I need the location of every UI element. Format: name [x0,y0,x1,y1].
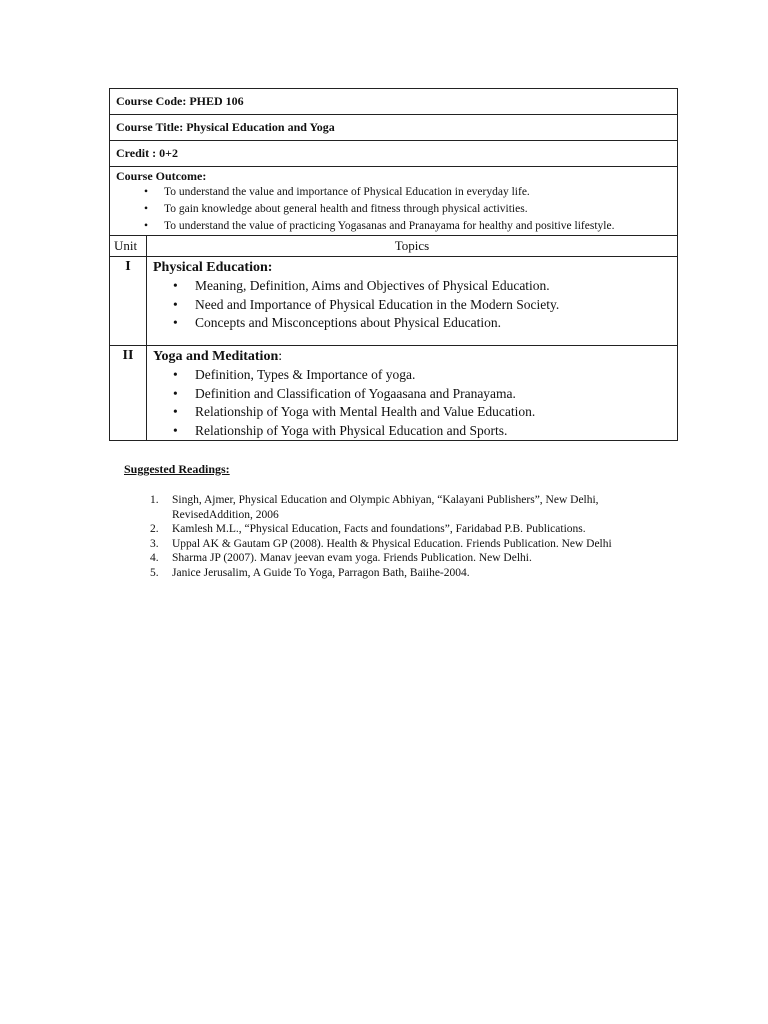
unit-row-1 [110,257,678,346]
unit-title: Yoga and Meditation [153,349,279,364]
outcome-item: • To understand the value and importance of Physical Education in everyday life. [144,184,671,201]
reading-text: Janice Jerusalim, A Guide To Yoga, Parragon Bath, Baiihe-2004. [172,566,470,579]
reading-text: Sharma JP (2007). Manav jeevan evam yoga. Friends Publication. New Delhi. [172,552,532,564]
topic-item: • Definition and Classification of Yogaasana and Pranayama. [173,385,671,404]
topic-item: • Relationship of Yoga with Mental Health and Value Education. [173,403,671,422]
course-table [109,88,678,441]
unit-topics [147,257,678,346]
reading-number: 5. [150,566,159,579]
reading-number: 2. [150,523,159,535]
course-title-row [110,115,678,141]
outcome-row [110,167,678,236]
reading-text: Singh, Ajmer, Physical Education and Olympic Abhiyan, “Kalayani Publishers”, New Delhi, RevisedAddition, 2006 [172,494,599,521]
unit-row-2 [110,346,678,441]
outcome-item: • To understand the value of practicing Yogasanas and Pranayama for healthy and positive lifestyle. [144,218,671,235]
unit-number: II [110,346,147,441]
unit-column-header: Unit [110,236,147,257]
reading-item [150,566,650,581]
unit-title-line [153,347,671,366]
reading-number: 1. [150,494,159,506]
unit-topics [147,346,678,441]
topic-item: • Relationship of Yoga with Physical Education and Sports. [173,422,671,441]
course-outcome-heading: Course Outcome: [116,169,207,183]
unit-title: Physical Education: [153,260,273,275]
reading-number: 3. [150,537,159,550]
topic-item: • Definition, Types & Importance of yoga. [173,366,671,385]
unit-topic-list [153,277,671,333]
reading-number: 4. [150,552,159,564]
outcome-item: • To gain knowledge about general health and fitness through physical activities. [144,201,671,218]
suggested-readings-list [150,493,650,580]
reading-item [150,551,650,566]
topics-column-header: Topics [147,236,678,257]
unit-title-suffix: : [278,349,283,364]
course-title: Course Title: Physical Education and Yoga [110,115,678,141]
reading-text: Uppal AK & Gautam GP (2008). Health & Physical Education. Friends Publication. New Delhi [172,537,612,550]
credit-row [110,141,678,167]
unit-number: I [110,257,147,346]
course-code-row [110,89,678,115]
course-credit: Credit : 0+2 [110,141,678,167]
reading-item [150,522,650,537]
reading-text: Kamlesh M.L., “Physical Education, Facts and foundations”, Faridabad P.B. Publications. [172,523,586,535]
course-outcome-cell [110,167,678,236]
column-header-row [110,236,678,257]
course-outcome-list [116,184,671,235]
topic-item: • Meaning, Definition, Aims and Objectives of Physical Education. [173,277,671,296]
unit-topic-list [153,366,671,440]
reading-item [150,537,650,552]
suggested-readings-heading: Suggested Readings: [124,462,230,476]
course-code: Course Code: PHED 106 [110,89,678,115]
reading-item [150,493,650,522]
topic-item: • Need and Importance of Physical Education in the Modern Society. [173,296,671,315]
topic-item: • Concepts and Misconceptions about Physical Education. [173,314,671,333]
